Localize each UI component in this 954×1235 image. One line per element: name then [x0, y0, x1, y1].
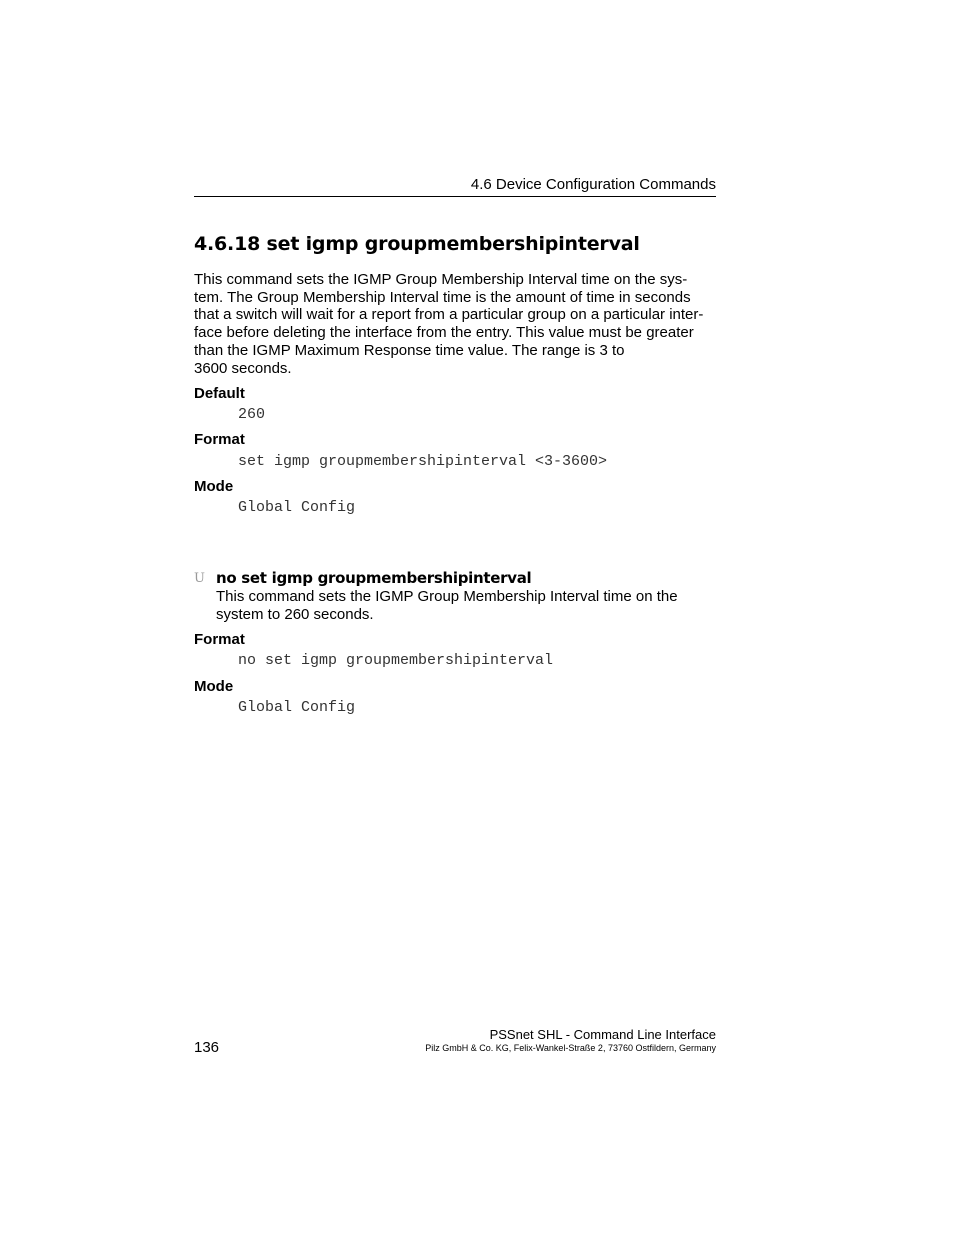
- section-description: [194, 271, 720, 377]
- description-line: tem. The Group Membership Interval time is the amount of time in seconds: [194, 288, 691, 306]
- header-rule: [194, 196, 716, 197]
- format-value: set igmp groupmembershipinterval <3-3600>: [238, 453, 608, 470]
- subcommand-format-value: no set igmp groupmembershipinterval: [238, 652, 554, 669]
- subcommand-description: [216, 588, 716, 623]
- bullet-marker: U: [194, 571, 205, 586]
- format-label: Format: [194, 431, 245, 448]
- footer-doc-title: PSSnet SHL - Command Line Interface: [489, 1027, 716, 1042]
- subcommand-title: no set igmp groupmembershipinterval: [216, 569, 532, 587]
- description-line: that a switch will wait for a report from a particular group on a particular inter-: [194, 306, 704, 324]
- footer-address: Pilz GmbH & Co. KG, Felix-Wankel-Straße 2, 73760 Ostfildern, Germany: [425, 1043, 716, 1053]
- default-label: Default: [194, 385, 245, 402]
- subcommand-description-line: system to 260 seconds.: [216, 605, 374, 623]
- page-number: 136: [194, 1039, 220, 1056]
- running-header: 4.6 Device Configuration Commands: [470, 176, 716, 193]
- description-line: 3600 seconds.: [194, 359, 292, 377]
- subcommand-description-line: This command sets the IGMP Group Membership Interval time on the: [216, 588, 678, 605]
- subcommand-format-label: Format: [194, 631, 245, 648]
- description-line: This command sets the IGMP Group Membership Interval time on the sys-: [194, 271, 688, 288]
- mode-value: Global Config: [238, 499, 356, 516]
- mode-label: Mode: [194, 478, 234, 495]
- description-line: face before deleting the interface from the entry. This value must be greater: [194, 324, 694, 342]
- subcommand-mode-value: Global Config: [238, 699, 356, 716]
- section-title: 4.6.18 set igmp groupmembershipinterval: [194, 233, 640, 255]
- default-value: 260: [238, 406, 266, 423]
- subcommand-mode-label: Mode: [194, 678, 234, 695]
- description-line: than the IGMP Maximum Response time value. The range is 3 to: [194, 341, 625, 359]
